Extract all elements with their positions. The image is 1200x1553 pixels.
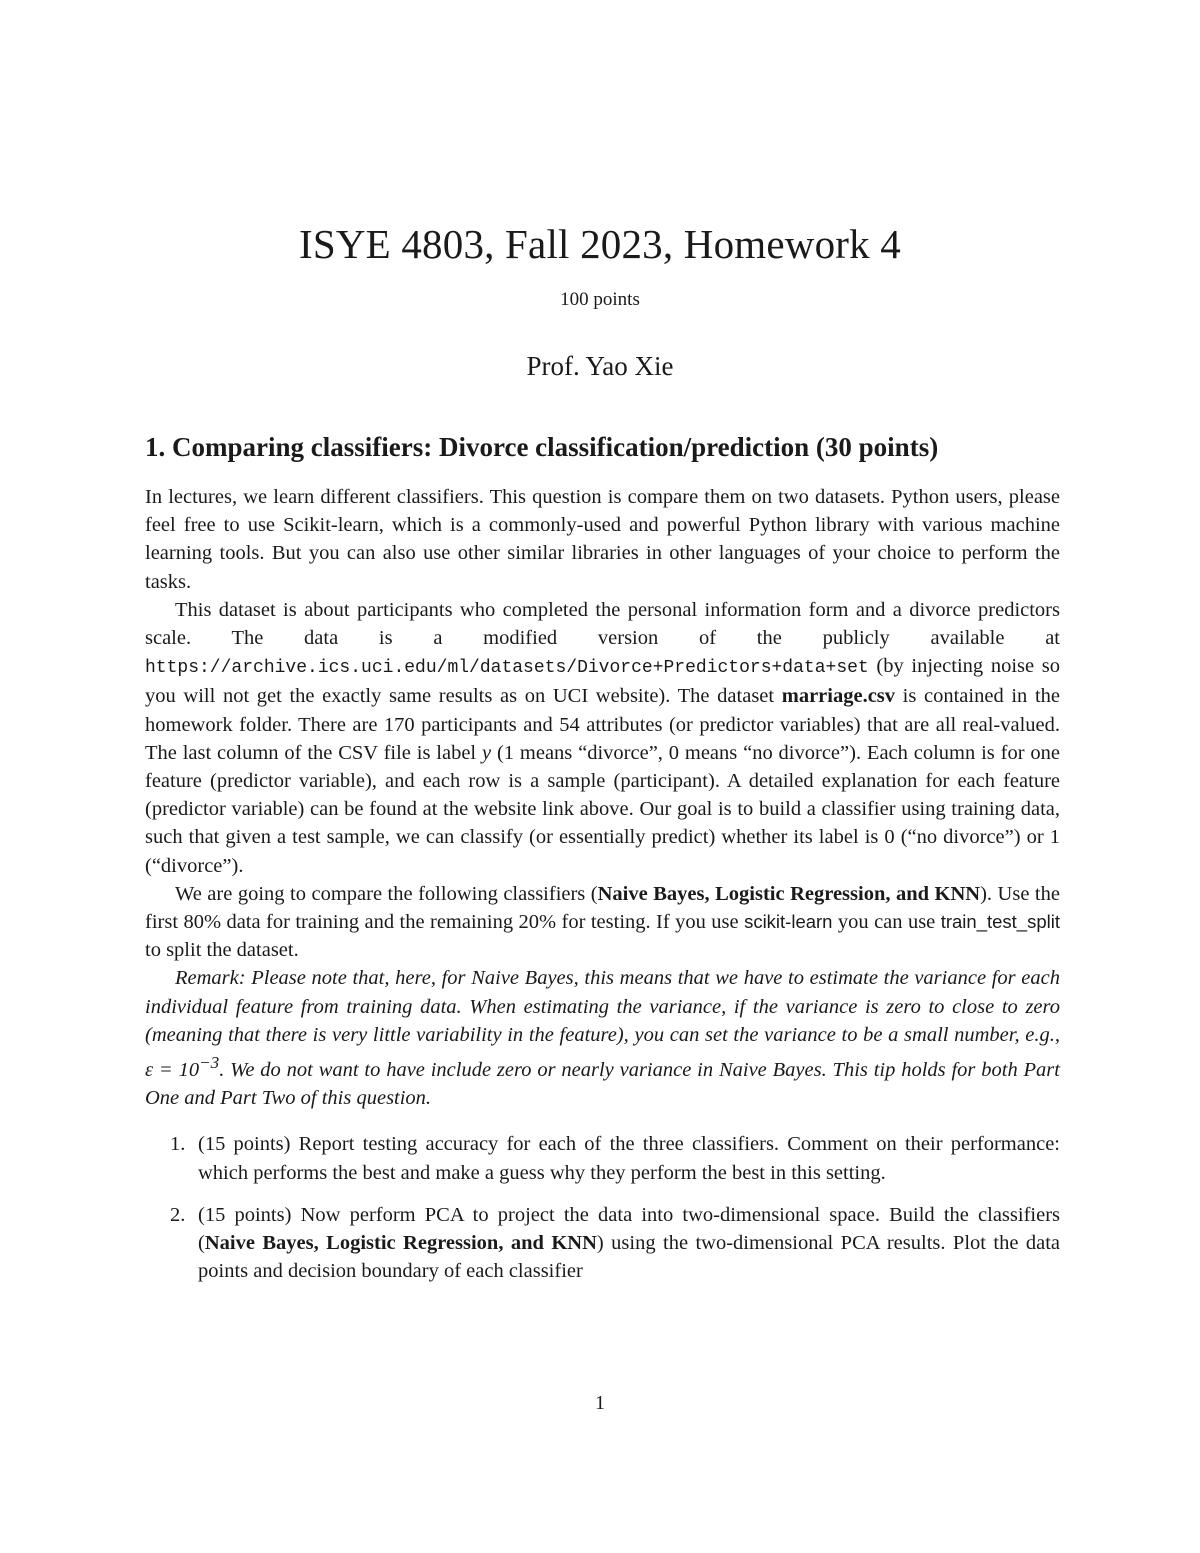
question-number: 1. — [170, 1133, 186, 1156]
section-heading: 1. Comparing classifiers: Divorce classification/prediction (30 points) — [145, 432, 939, 462]
dataset-text-1: This dataset is about participants who completed the personal information form and a divorce predictors scale. The data is a modified version of the publicly available at — [145, 598, 1060, 650]
dataset-text-4: (1 means “divorce”, 0 means “no divorce”). Each column is for one feature (predictor variable), and each row is a sample (participant). A detailed explanation for each feature (predictor variable) can be found at the website link above. Our goal is to build a classifier using training data, such that given a test sample, we can classify (or essentially predict) whether its label is 0 (“no divorce”) or 1 (“divorce”). — [145, 741, 1060, 877]
question-item-1 — [145, 1130, 1060, 1186]
classifiers-list-bold: Naive Bayes, Logistic Regression, and KNN — [597, 882, 981, 905]
classifiers-text-1: We are going to compare the following classifiers ( — [175, 882, 598, 905]
remark-equation: ε = 10 — [145, 1058, 200, 1081]
question-list — [145, 1130, 1060, 1285]
dataset-text-3: is contained in the homework folder. There are 170 participants and 54 attributes (or predictor variables) that are all real-valued. The last column of the CSV file is label — [145, 685, 1060, 764]
question-text: (15 points) Report testing accuracy for each of the three classifiers. Comment on their performance: which performs the best and make a guess why they perform the best in this setting. — [198, 1133, 1060, 1184]
document-title: ISYE 4803, Fall 2023, Homework 4 — [298, 221, 901, 267]
remark-exponent: −3 — [199, 1053, 220, 1073]
dataset-filename: marriage.csv — [781, 685, 896, 708]
classifiers-text-2: ). Use the first 80% data for training and the remaining 20% for testing. If you use — [145, 882, 1060, 934]
question-item-2 — [145, 1201, 1060, 1286]
intro-paragraph: In lectures, we learn different classifiers. This question is compare them on two datasets. Python users, please feel free to use Scikit-learn, which is a commonly-used and powerful Python library with various machine learning tools. But you can also use other similar libraries in other languages of your choice to perform the tasks. — [145, 486, 1060, 593]
question-text-2: ) using the two-dimensional PCA results. Plot the data points and decision boundary of each classifier — [198, 1231, 1060, 1283]
scikit-learn-term: scikit-learn — [744, 911, 833, 933]
dataset-paragraph — [145, 596, 1060, 880]
author-name: Prof. Yao Xie — [526, 351, 674, 381]
classifiers-text-4: to split the dataset. — [145, 939, 299, 962]
remark-paragraph — [145, 964, 1060, 1112]
page-number: 1 — [595, 1392, 605, 1414]
question-text-1: (15 points) Now perform PCA to project the data into two-dimensional space. Build the classifiers ( — [198, 1203, 1060, 1254]
label-variable: y — [482, 741, 492, 764]
question-classifiers-bold: Naive Bayes, Logistic Regression, and KNN — [204, 1231, 597, 1254]
classifiers-paragraph — [145, 880, 1060, 965]
remark-text-1: Remark: Please note that, here, for Naive Bayes, this means that we have to estimate the variance for each individual feature from training data. When estimating the variance, if the variance is zero to close to zero (meaning that there is very little variability in the feature), you can set the variance to be a small number, e.g., — [145, 967, 1060, 1046]
dataset-url-link[interactable]: https://archive.ics.uci.edu/ml/datasets/Divorce+Predictors+data+set — [145, 658, 869, 679]
dataset-text-2: (by injecting noise so you will not get the exactly same results as on UCI website). The dataset — [145, 655, 1060, 708]
question-number: 2. — [170, 1203, 186, 1226]
train-test-split-term: train_test_split — [940, 911, 1060, 933]
section-body — [145, 483, 1060, 1299]
remark-text-2: . We do not want to have include zero or nearly variance in Naive Bayes. This tip holds for both Part One and Part Two of this question. — [145, 1058, 1060, 1110]
classifiers-text-3: you can use — [832, 911, 941, 934]
points-total: 100 points — [560, 289, 640, 310]
